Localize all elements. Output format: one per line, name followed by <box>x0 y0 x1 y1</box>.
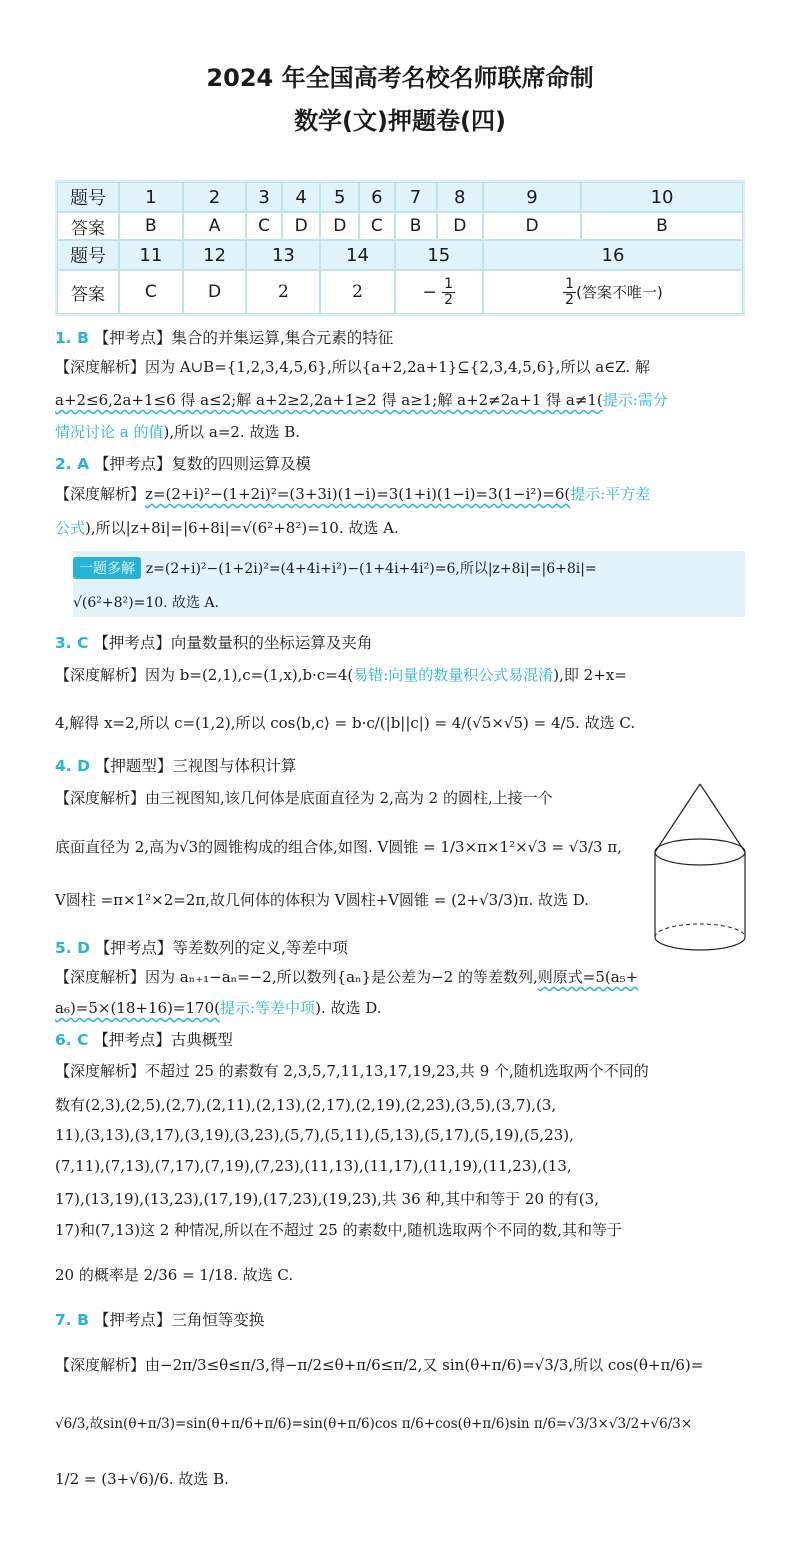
analysis-line <box>55 1412 692 1432</box>
section-tag: 【押考点】 <box>94 939 173 957</box>
cylinder-bottom-front <box>655 937 745 950</box>
table-cell-q15 <box>395 270 483 314</box>
analysis-line <box>55 1094 556 1115</box>
table-cell: C <box>119 270 183 314</box>
cylinder-top-ellipse <box>655 839 745 865</box>
minus-sign: − <box>422 282 437 302</box>
analysis-text: ),所以 a=2. 故选 B. <box>163 423 301 441</box>
analysis-text: √6/3,故sin(θ+π/3)=sin(θ+π/6+π/6)=sin(θ+π/6)cos π/6+cos(θ+π/6)sin π/6=√3/3×√3/2+√6/3× <box>55 1416 693 1432</box>
analysis-text: 4,解得 x=2,所以 c=(1,2),所以 cos⟨b,c⟩ = b·c/(|b||c|) = 4/(√5×√5) = 4/5. 故选 C. <box>55 714 636 732</box>
table-cell: D <box>282 212 321 240</box>
analysis-line <box>55 889 589 910</box>
analysis-text: 不超过 25 的素数有 2,3,5,7,11,13,17,19,23,共 9 个,随机选取两个不同的 <box>145 1062 649 1080</box>
table-cell: 13 <box>246 240 320 270</box>
question-topic: 向量数量积的坐标运算及夹角 <box>170 634 373 652</box>
question-header <box>55 452 311 474</box>
answer-table <box>55 180 745 316</box>
section-tag: 【押考点】 <box>93 1311 172 1329</box>
hint-text: 公式 <box>55 519 86 537</box>
table-cell: 14 <box>320 240 394 270</box>
numerator: 1 <box>444 275 454 292</box>
fraction <box>563 277 576 308</box>
table-cell: 8 <box>437 182 483 212</box>
numerator: 1 <box>565 275 575 292</box>
analysis-line <box>55 1468 229 1489</box>
question-topic: 三角恒等变换 <box>171 1311 265 1329</box>
question-topic: 集合的并集运算,集合元素的特征 <box>171 329 394 347</box>
table-cell: 1 <box>119 182 183 212</box>
section-tag: 【押考点】 <box>93 634 171 652</box>
table-cell: 3 <box>246 182 281 212</box>
analysis-line <box>55 1354 703 1375</box>
analysis-text: ). 故选 D. <box>315 999 382 1017</box>
analysis-line <box>55 836 622 857</box>
table-label-answer: 答案 <box>57 270 119 314</box>
table-cell: C <box>359 212 394 240</box>
table-cell: D <box>183 270 247 314</box>
analysis-text: 数有(2,3),(2,5),(2,7),(2,11),(2,13),(2,17),(2,19),(2,23),(3,5),(3,7),(3, <box>55 1096 557 1114</box>
analysis-text: ),即 2+x= <box>553 666 627 684</box>
answer-note: (答案不唯一) <box>576 283 663 301</box>
analysis-text: a₆)=5×(18+16)=170( <box>55 999 220 1017</box>
question-header <box>55 936 348 958</box>
analysis-line <box>73 557 597 579</box>
table-cell: 5 <box>320 182 359 212</box>
analysis-line <box>73 592 219 612</box>
analysis-line <box>55 421 300 442</box>
analysis-line <box>55 787 553 808</box>
analysis-text: ),所以|z+8i|=|6+8i|=√(6²+8²)=10. 故选 A. <box>85 519 399 537</box>
analysis-text: z=(2+i)²−(1+2i)²=(4+4i+i²)−(1+4i+4i²)=6,所以|z+8i|=|6+8i|= <box>145 561 597 577</box>
table-label-answer: 答案 <box>57 212 119 240</box>
section-tag: 【押考点】 <box>93 1031 171 1049</box>
table-cell: 15 <box>395 240 483 270</box>
analysis-line <box>55 712 635 733</box>
analysis-line <box>55 389 668 410</box>
analysis-text: 因为 A∪B={1,2,3,4,5,6},所以{a+2,2a+1}⊆{2,3,4,5,6},所以 a∈Z. 解 <box>145 358 650 376</box>
question-header <box>55 754 296 776</box>
analysis-line <box>55 664 627 685</box>
table-cell: 7 <box>395 182 437 212</box>
analysis-tag: 【深度解析】 <box>55 666 146 684</box>
hint-text: 提示:等差中项 <box>220 999 316 1017</box>
question-header <box>55 1028 233 1050</box>
page-title: 2024 年全国高考名校名师联席命制 <box>206 64 594 92</box>
question-number: 2. A <box>55 455 90 473</box>
analysis-text: z=(2+i)²−(1+2i)²=(3+3i)(1−i)=3(1+i)(1−i)=3(1−i²)=6( <box>145 485 571 503</box>
analysis-line <box>55 966 638 987</box>
analysis-text: 由三视图知,该几何体是底面直径为 2,高为 2 的圆柱,上接一个 <box>145 789 553 807</box>
table-cell: D <box>483 212 581 240</box>
question-topic: 复数的四则运算及模 <box>171 455 312 473</box>
table-cell-q16 <box>483 270 743 314</box>
analysis-tag: 【深度解析】 <box>55 1356 146 1374</box>
analysis-tag: 【深度解析】 <box>55 789 146 807</box>
page-subtitle: 数学(文)押题卷(四) <box>294 107 506 135</box>
table-label-question: 题号 <box>57 182 119 212</box>
hint-text: 情况讨论 a 的值 <box>55 423 164 441</box>
analysis-text: √(6²+8²)=10. 故选 A. <box>73 595 220 611</box>
analysis-line <box>55 1060 649 1081</box>
question-number: 3. C <box>55 634 89 652</box>
question-number: 5. D <box>55 939 90 957</box>
cone-cylinder-figure <box>650 782 750 962</box>
analysis-line <box>55 997 381 1018</box>
analysis-text: (7,11),(7,13),(7,17),(7,19),(7,23),(11,13),(11,17),(11,19),(11,23),(13, <box>55 1157 572 1175</box>
analysis-tag: 【深度解析】 <box>55 1062 146 1080</box>
question-header <box>55 326 393 348</box>
question-header <box>55 631 372 653</box>
section-tag: 【押考点】 <box>94 455 172 473</box>
analysis-line <box>55 1264 293 1285</box>
analysis-line <box>55 483 650 504</box>
question-header <box>55 1308 264 1330</box>
question-topic: 等差数列的定义,等差中项 <box>172 939 348 957</box>
table-cell: D <box>320 212 359 240</box>
table-cell: 2 <box>183 182 247 212</box>
analysis-text: a+2≤6,2a+1≤6 得 a≤2;解 a+2≥2,2a+1≥2 得 a≥1;解 a+2≠2a+1 得 a≠1( <box>55 391 603 409</box>
table-cell: 2 <box>246 270 320 314</box>
analysis-text: 因为 b=(2,1),c=(1,x),b·c=4( <box>145 666 354 684</box>
analysis-text: 则原式=5(a₅+ <box>537 968 639 986</box>
table-cell: A <box>183 212 247 240</box>
question-topic: 古典概型 <box>170 1031 233 1049</box>
question-number: 6. C <box>55 1031 89 1049</box>
denominator: 2 <box>444 291 454 308</box>
cylinder-bottom-back <box>655 924 745 937</box>
table-cell: 6 <box>359 182 394 212</box>
analysis-tag: 【深度解析】 <box>55 358 146 376</box>
analysis-text: 17),(13,19),(13,23),(17,19),(17,23),(19,23),共 36 种,其中和等于 20 的有(3, <box>55 1190 599 1208</box>
analysis-text: 17)和(7,13)这 2 种情况,所以在不超过 25 的素数中,随机选取两个不同的数,其和等于 <box>55 1221 623 1239</box>
cone-right-edge <box>700 784 745 852</box>
analysis-tag: 【深度解析】 <box>55 485 146 503</box>
section-tag: 【押题型】 <box>94 757 173 775</box>
table-cell: 12 <box>183 240 247 270</box>
question-number: 1. B <box>55 329 89 347</box>
analysis-text: 1/2 = (3+√6)/6. 故选 B. <box>55 1470 229 1488</box>
analysis-line <box>55 356 650 377</box>
question-number: 7. B <box>55 1311 89 1329</box>
fraction <box>442 277 455 308</box>
table-cell: 11 <box>119 240 183 270</box>
analysis-tag: 【深度解析】 <box>55 968 146 986</box>
cone-left-edge <box>655 784 700 852</box>
hint-text: 易错:向量的数量积公式易混淆 <box>353 666 554 684</box>
analysis-line <box>55 1188 599 1209</box>
table-cell: 16 <box>483 240 743 270</box>
analysis-line <box>55 1157 572 1175</box>
hint-text: 提示:平方差 <box>570 485 651 503</box>
table-cell: 9 <box>483 182 581 212</box>
table-cell: C <box>246 212 281 240</box>
analysis-text: 11),(3,13),(3,17),(3,19),(3,23),(5,7),(5,11),(5,13),(5,17),(5,19),(5,23), <box>55 1126 574 1144</box>
alt-solution-badge: 一题多解 <box>73 557 141 579</box>
table-cell: 10 <box>581 182 743 212</box>
table-cell: 2 <box>320 270 394 314</box>
section-tag: 【押考点】 <box>93 329 172 347</box>
hint-text: 提示:需分 <box>602 391 668 409</box>
analysis-line <box>55 1126 574 1144</box>
analysis-text: 20 的概率是 2/36 = 1/18. 故选 C. <box>55 1266 294 1284</box>
analysis-text: 因为 aₙ₊₁−aₙ=−2,所以数列{aₙ}是公差为−2 的等差数列, <box>145 968 538 986</box>
question-number: 4. D <box>55 757 90 775</box>
table-label-question: 题号 <box>57 240 119 270</box>
table-cell: B <box>581 212 743 240</box>
analysis-line <box>55 1219 622 1240</box>
analysis-text: V圆柱 =π×1²×2=2π,故几何体的体积为 V圆柱+V圆锥 = (2+√3/3)π. 故选 D. <box>55 891 590 909</box>
analysis-text: 由−2π/3≤θ≤π/3,得−π/2≤θ+π/6≤π/2,又 sin(θ+π/6)=√3/3,所以 cos(θ+π/6)= <box>145 1356 704 1374</box>
table-cell: D <box>437 212 483 240</box>
table-cell: 4 <box>282 182 321 212</box>
question-topic: 三视图与体积计算 <box>172 757 297 775</box>
table-cell: B <box>119 212 183 240</box>
analysis-line <box>55 517 399 538</box>
denominator: 2 <box>565 291 575 308</box>
table-cell: B <box>395 212 437 240</box>
analysis-text: 底面直径为 2,高为√3的圆锥构成的组合体,如图. V圆锥 = 1/3×π×1²×√3 = √3/3 π, <box>55 838 622 856</box>
